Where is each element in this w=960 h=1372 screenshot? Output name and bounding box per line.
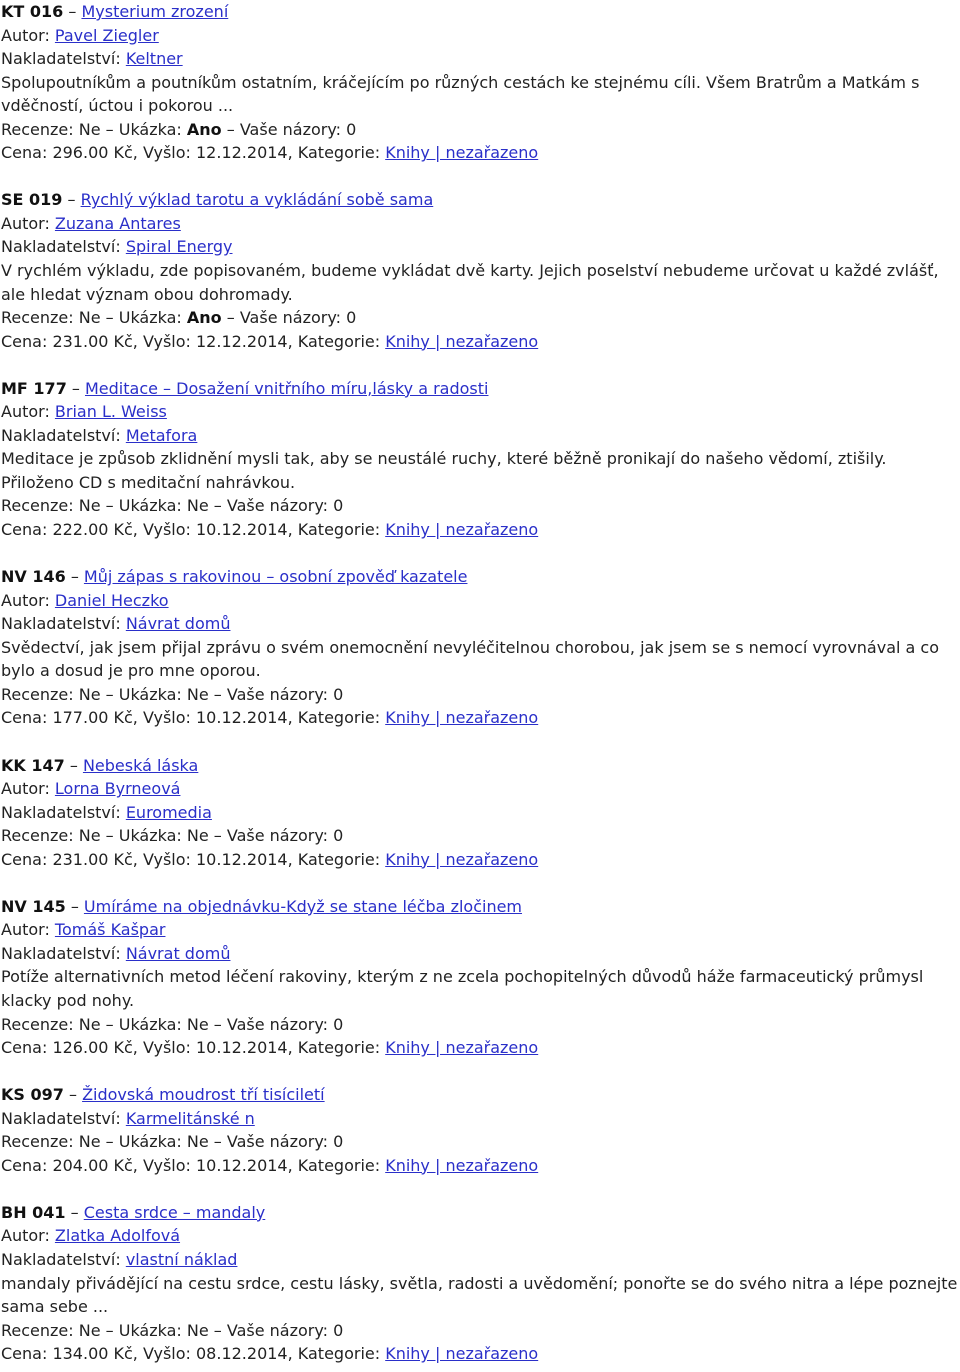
book-description: Spolupoutníkům a poutníkům ostatním, kráčejícím po různých cestách ke stejnému cíli. Všem Bratrům a Matkám s vděčností, úctou i pokorou ... bbox=[1, 72, 920, 116]
book-description: Potíže alternativních metod léčení rakoviny, kterým z ne zcela pochopitelných důvodů háže farmaceutický průmysl klacky pod nohy. bbox=[1, 967, 924, 1010]
price-label: Cena: bbox=[1, 143, 53, 163]
price-label: Cena: bbox=[1, 1038, 53, 1058]
released-date: 12.12.2014 bbox=[196, 143, 288, 163]
price-value: 126.00 Kč bbox=[52, 1038, 133, 1058]
publisher-link[interactable]: Metafora bbox=[125, 425, 198, 445]
book-code: KS 097 bbox=[1, 1085, 64, 1105]
category-link[interactable]: Knihy | nezařazeno bbox=[385, 331, 539, 351]
publisher-line bbox=[1, 424, 960, 448]
opinions-label: – Vaše názory: bbox=[208, 684, 334, 704]
review-label: Recenze: bbox=[1, 1132, 79, 1152]
released-label: , Vyšlo: bbox=[132, 849, 196, 869]
opinions-label: – Vaše názory: bbox=[208, 496, 334, 516]
review-value: Ne bbox=[78, 1320, 101, 1340]
opinions-value: 0 bbox=[333, 1014, 344, 1034]
category-link[interactable]: Knihy | nezařazeno bbox=[385, 520, 539, 540]
price-value: 231.00 Kč bbox=[52, 331, 133, 351]
opinions-label: – Vaše názory: bbox=[208, 826, 334, 846]
book-title-link[interactable]: Cesta srdce – mandaly bbox=[83, 1202, 266, 1222]
book-description: Svědectví, jak jsem přijal zprávu o svém onemocnění nevyléčitelnou chorobou, jak jsem se s nemocí vyrovnával a co bylo a dosud je pro mne oporou. bbox=[1, 637, 940, 681]
author-link[interactable]: Brian L. Weiss bbox=[54, 402, 167, 422]
publisher-link[interactable]: Karmelitánské n bbox=[125, 1108, 255, 1128]
publisher-label: Nakladatelství: bbox=[1, 237, 126, 257]
review-line bbox=[1, 1013, 960, 1037]
review-value: Ne bbox=[78, 684, 101, 704]
released-date: 10.12.2014 bbox=[196, 849, 288, 869]
review-label: Recenze: bbox=[1, 308, 79, 328]
author-label: Autor: bbox=[1, 779, 55, 799]
publisher-line bbox=[1, 235, 960, 259]
price-line bbox=[1, 1154, 960, 1178]
review-label: Recenze: bbox=[1, 826, 79, 846]
sample-label: – Ukázka: bbox=[100, 826, 187, 846]
category-link[interactable]: Knihy | nezařazeno bbox=[385, 1038, 539, 1058]
category-label: , Kategorie: bbox=[287, 331, 386, 351]
author-link[interactable]: Pavel Ziegler bbox=[54, 25, 159, 45]
released-label: , Vyšlo: bbox=[132, 520, 196, 540]
author-label: Autor: bbox=[1, 213, 55, 233]
released-date: 12.12.2014 bbox=[196, 331, 288, 351]
opinions-value: 0 bbox=[346, 308, 357, 328]
author-line bbox=[1, 589, 960, 613]
book-title-link[interactable]: Rychlý výklad tarotu a vykládání sobě sama bbox=[80, 190, 434, 210]
sample-value: Ne bbox=[186, 826, 209, 846]
sample-value: Ne bbox=[186, 1320, 209, 1340]
price-line bbox=[1, 1342, 960, 1366]
category-label: , Kategorie: bbox=[287, 708, 386, 728]
sample-label: – Ukázka: bbox=[100, 308, 187, 328]
released-label: , Vyšlo: bbox=[132, 708, 196, 728]
price-value: 231.00 Kč bbox=[52, 849, 133, 869]
author-line bbox=[1, 1224, 960, 1248]
price-label: Cena: bbox=[1, 708, 53, 728]
author-label: Autor: bbox=[1, 590, 55, 610]
released-date: 10.12.2014 bbox=[196, 520, 288, 540]
author-link[interactable]: Lorna Byrneová bbox=[54, 779, 181, 799]
publisher-label: Nakladatelství: bbox=[1, 943, 126, 963]
publisher-link[interactable]: Keltner bbox=[125, 49, 183, 69]
opinions-label: – Vaše názory: bbox=[221, 119, 347, 139]
book-heading bbox=[1, 895, 960, 919]
review-line bbox=[1, 1130, 960, 1154]
review-value: Ne bbox=[78, 1132, 101, 1152]
author-line bbox=[1, 918, 960, 942]
author-line bbox=[1, 400, 960, 424]
author-link[interactable]: Zlatka Adolfová bbox=[54, 1226, 181, 1246]
book-heading bbox=[1, 188, 960, 212]
book-title-link[interactable]: Meditace – Dosažení vnitřního míru,lásky a radosti bbox=[85, 378, 489, 398]
author-line bbox=[1, 212, 960, 236]
publisher-label: Nakladatelství: bbox=[1, 1108, 126, 1128]
sample-value: Ne bbox=[186, 1132, 209, 1152]
sample-value: Ne bbox=[186, 496, 209, 516]
separator: – bbox=[65, 896, 84, 916]
book-title-link[interactable]: Můj zápas s rakovinou – osobní zpověď kazatele bbox=[83, 567, 468, 587]
sample-label: – Ukázka: bbox=[100, 119, 187, 139]
book-heading bbox=[1, 0, 960, 24]
book-code: MF 177 bbox=[1, 378, 67, 398]
review-label: Recenze: bbox=[1, 1320, 79, 1340]
book-title-link[interactable]: Židovská moudrost tří tisíciletí bbox=[82, 1085, 325, 1105]
separator: – bbox=[66, 378, 85, 398]
separator: – bbox=[65, 567, 84, 587]
author-label: Autor: bbox=[1, 402, 55, 422]
book-code: KK 147 bbox=[1, 755, 65, 775]
price-label: Cena: bbox=[1, 1344, 53, 1364]
sample-value: Ano bbox=[186, 119, 222, 139]
category-label: , Kategorie: bbox=[287, 1344, 386, 1364]
price-value: 296.00 Kč bbox=[52, 143, 133, 163]
book-code: KT 016 bbox=[1, 2, 64, 21]
book-entry bbox=[1, 1083, 960, 1177]
book-entry bbox=[1, 565, 960, 730]
price-label: Cena: bbox=[1, 1155, 53, 1175]
review-line bbox=[1, 1319, 960, 1343]
category-link[interactable]: Knihy | nezařazeno bbox=[385, 1344, 539, 1364]
price-line bbox=[1, 706, 960, 730]
separator: – bbox=[64, 755, 83, 775]
publisher-label: Nakladatelství: bbox=[1, 802, 126, 822]
publisher-label: Nakladatelství: bbox=[1, 49, 126, 69]
book-heading bbox=[1, 1083, 960, 1107]
price-value: 134.00 Kč bbox=[52, 1344, 133, 1364]
released-label: , Vyšlo: bbox=[132, 331, 196, 351]
review-line bbox=[1, 683, 960, 707]
publisher-label: Nakladatelství: bbox=[1, 1249, 126, 1269]
price-line bbox=[1, 141, 960, 165]
opinions-label: – Vaše názory: bbox=[208, 1132, 334, 1152]
sample-label: – Ukázka: bbox=[100, 1132, 187, 1152]
review-line bbox=[1, 306, 960, 330]
book-entry bbox=[1, 188, 960, 353]
publisher-label: Nakladatelství: bbox=[1, 614, 126, 634]
opinions-value: 0 bbox=[333, 826, 344, 846]
author-link[interactable]: Zuzana Antares bbox=[54, 213, 181, 233]
opinions-label: – Vaše názory: bbox=[221, 308, 347, 328]
book-code: BH 041 bbox=[1, 1202, 66, 1222]
category-link[interactable]: Knihy | nezařazeno bbox=[385, 708, 539, 728]
price-line bbox=[1, 330, 960, 354]
price-line bbox=[1, 518, 960, 542]
sample-label: – Ukázka: bbox=[100, 1320, 187, 1340]
opinions-value: 0 bbox=[333, 1320, 344, 1340]
opinions-label: – Vaše názory: bbox=[208, 1014, 334, 1034]
price-value: 177.00 Kč bbox=[52, 708, 133, 728]
released-date: 10.12.2014 bbox=[196, 1155, 288, 1175]
publisher-line bbox=[1, 801, 960, 825]
review-label: Recenze: bbox=[1, 1014, 79, 1034]
book-title-link[interactable]: Nebeská láska bbox=[82, 755, 199, 775]
price-label: Cena: bbox=[1, 520, 53, 540]
review-label: Recenze: bbox=[1, 684, 79, 704]
book-description: V rychlém výkladu, zde popisovaném, budeme vykládat dvě karty. Jejich poselství nebudeme určovat u každé zvlášť, ale hledat význam obou dohromady. bbox=[1, 261, 939, 304]
book-code: SE 019 bbox=[1, 190, 63, 210]
category-label: , Kategorie: bbox=[287, 1155, 386, 1175]
review-value: Ne bbox=[78, 496, 101, 516]
book-code: NV 146 bbox=[1, 567, 66, 587]
book-title-link[interactable]: Umíráme na objednávku-Když se stane léčba zločinem bbox=[83, 896, 523, 916]
sample-value: Ano bbox=[186, 308, 222, 328]
review-value: Ne bbox=[78, 308, 101, 328]
author-link[interactable]: Tomáš Kašpar bbox=[54, 920, 166, 940]
category-label: , Kategorie: bbox=[287, 520, 386, 540]
author-link[interactable]: Daniel Heczko bbox=[54, 590, 169, 610]
review-label: Recenze: bbox=[1, 119, 79, 139]
publisher-link[interactable]: Euromedia bbox=[125, 802, 212, 822]
publisher-line bbox=[1, 942, 960, 966]
author-label: Autor: bbox=[1, 1226, 55, 1246]
price-label: Cena: bbox=[1, 331, 53, 351]
released-label: , Vyšlo: bbox=[132, 1155, 196, 1175]
separator: – bbox=[62, 190, 81, 210]
book-heading bbox=[1, 565, 960, 589]
book-heading bbox=[1, 377, 960, 401]
book-description: Meditace je způsob zklidnění mysli tak, aby se neustálé ruchy, které běžně pronikají do našeho vědomí, ztišily. Přiloženo CD s meditační nahrávkou. bbox=[1, 449, 887, 492]
sample-label: – Ukázka: bbox=[100, 684, 187, 704]
released-date: 10.12.2014 bbox=[196, 1038, 288, 1058]
book-entry bbox=[1, 1201, 960, 1366]
book-heading bbox=[1, 754, 960, 778]
separator: – bbox=[63, 1085, 83, 1105]
category-link[interactable]: Knihy | nezařazeno bbox=[385, 849, 539, 869]
opinions-value: 0 bbox=[333, 496, 344, 516]
separator: – bbox=[63, 2, 82, 21]
author-label: Autor: bbox=[1, 25, 55, 45]
opinions-value: 0 bbox=[333, 1132, 344, 1152]
publisher-line bbox=[1, 1107, 960, 1131]
category-label: , Kategorie: bbox=[287, 143, 386, 163]
book-heading bbox=[1, 1201, 960, 1225]
author-line bbox=[1, 24, 960, 48]
review-line bbox=[1, 824, 960, 848]
category-link[interactable]: Knihy | nezařazeno bbox=[385, 1155, 539, 1175]
publisher-line bbox=[1, 1248, 960, 1272]
book-code: NV 145 bbox=[1, 896, 66, 916]
book-entry bbox=[1, 754, 960, 872]
released-date: 08.12.2014 bbox=[196, 1344, 288, 1364]
review-value: Ne bbox=[78, 1014, 101, 1034]
sample-value: Ne bbox=[186, 684, 209, 704]
review-line bbox=[1, 118, 960, 142]
sample-value: Ne bbox=[186, 1014, 209, 1034]
publisher-link[interactable]: vlastní náklad bbox=[125, 1249, 238, 1269]
opinions-value: 0 bbox=[346, 119, 357, 139]
category-label: , Kategorie: bbox=[287, 1038, 386, 1058]
released-label: , Vyšlo: bbox=[132, 143, 196, 163]
released-label: , Vyšlo: bbox=[132, 1038, 196, 1058]
publisher-line bbox=[1, 612, 960, 636]
sample-label: – Ukázka: bbox=[100, 1014, 187, 1034]
price-line bbox=[1, 1036, 960, 1060]
price-value: 204.00 Kč bbox=[52, 1155, 133, 1175]
book-entry bbox=[1, 895, 960, 1060]
publisher-link[interactable]: Návrat domů bbox=[125, 943, 231, 963]
category-label: , Kategorie: bbox=[287, 849, 386, 869]
opinions-label: – Vaše názory: bbox=[208, 1320, 334, 1340]
review-label: Recenze: bbox=[1, 496, 79, 516]
price-line bbox=[1, 848, 960, 872]
publisher-line bbox=[1, 47, 960, 71]
book-title-link[interactable]: Mysterium zrození bbox=[81, 2, 229, 21]
opinions-value: 0 bbox=[333, 684, 344, 704]
released-label: , Vyšlo: bbox=[132, 1344, 196, 1364]
author-label: Autor: bbox=[1, 920, 55, 940]
book-description: mandaly přivádějící na cestu srdce, cestu lásky, světla, radosti a uvědomění; ponořte se do svého nitra a lépe poznejte sama sebe ... bbox=[1, 1273, 958, 1317]
price-label: Cena: bbox=[1, 849, 53, 869]
publisher-link[interactable]: Spiral Energy bbox=[125, 237, 233, 257]
review-value: Ne bbox=[78, 826, 101, 846]
author-line bbox=[1, 777, 960, 801]
book-entry bbox=[1, 377, 960, 542]
book-entry bbox=[1, 0, 960, 165]
price-value: 222.00 Kč bbox=[52, 520, 133, 540]
review-line bbox=[1, 494, 960, 518]
publisher-label: Nakladatelství: bbox=[1, 425, 126, 445]
separator: – bbox=[65, 1202, 84, 1222]
category-link[interactable]: Knihy | nezařazeno bbox=[385, 143, 539, 163]
released-date: 10.12.2014 bbox=[196, 708, 288, 728]
review-value: Ne bbox=[78, 119, 101, 139]
publisher-link[interactable]: Návrat domů bbox=[125, 614, 231, 634]
sample-label: – Ukázka: bbox=[100, 496, 187, 516]
